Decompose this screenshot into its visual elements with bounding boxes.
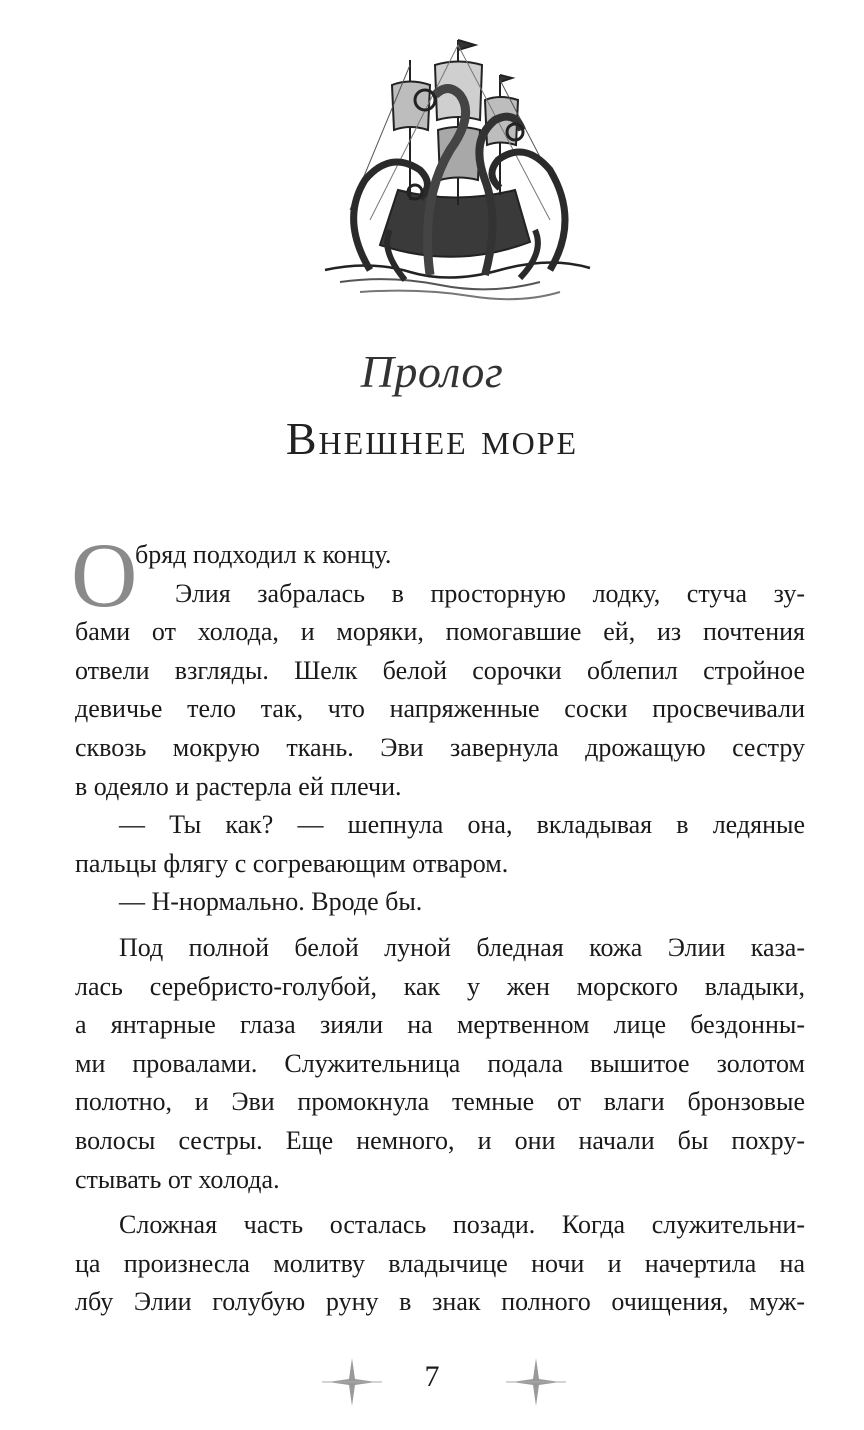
text-line: стывать от холода.	[75, 1164, 280, 1194]
page-footer	[0, 1352, 864, 1412]
star-ornament-icon	[506, 1352, 566, 1412]
text-line: в одеяло и растерла ей плечи.	[75, 771, 402, 801]
text-line: лась серебристо-голубой, как у жен морского владыки,	[75, 971, 805, 1001]
text-line: ми провалами. Служительница подала вышитое золотом	[75, 1048, 805, 1078]
page-number: 7	[424, 1360, 440, 1393]
ship-with-kraken-tentacles-icon	[310, 20, 600, 310]
first-line-text: бряд подходил к концу.	[135, 540, 392, 569]
chapter-label: Пролог	[360, 346, 504, 397]
text-line: отвели взгляды. Шелк белой сорочки облепил стройное	[75, 655, 805, 685]
text-line: девичье тело так, что напряженные соски просвечивали	[75, 694, 805, 724]
chapter-title	[0, 412, 864, 465]
text-line: ца произнесла молитву владычице ночи и начертила на	[75, 1248, 805, 1278]
text-line: пальцы флягу с согревающим отваром.	[75, 848, 509, 878]
text-line: сквозь мокрую ткань. Эви завернула дрожащую сестру	[75, 732, 805, 762]
text-line: — Н-нормально. Вроде бы.	[119, 887, 423, 917]
text-line: Элия забралась в просторную лодку, стуча зу-	[175, 578, 805, 608]
text-line: волосы сестры. Еще немного, и они начали бы похру-	[75, 1125, 805, 1155]
drop-cap: О	[71, 524, 138, 626]
chapter-title-text: Внешнее море	[285, 413, 579, 464]
text-line: — Ты как? — шепнула она, вкладывая в ледяные	[119, 810, 805, 840]
text-line: лбу Элии голубую руну в знак полного очищения, муж-	[75, 1287, 805, 1317]
body-text	[71, 524, 805, 1322]
text-line: полотно, и Эви промокнула темные от влаги бронзовые	[75, 1087, 805, 1117]
text-line: Сложная часть осталась позади. Когда служительни-	[119, 1210, 805, 1240]
text-line: а янтарные глаза зияли на мертвенном лице бездонны-	[75, 1010, 805, 1040]
text-line: Под полной белой луной бледная кожа Элии каза-	[119, 932, 805, 962]
text-line: бами от холода, и моряки, помогавшие ей, из почтения	[75, 617, 805, 647]
